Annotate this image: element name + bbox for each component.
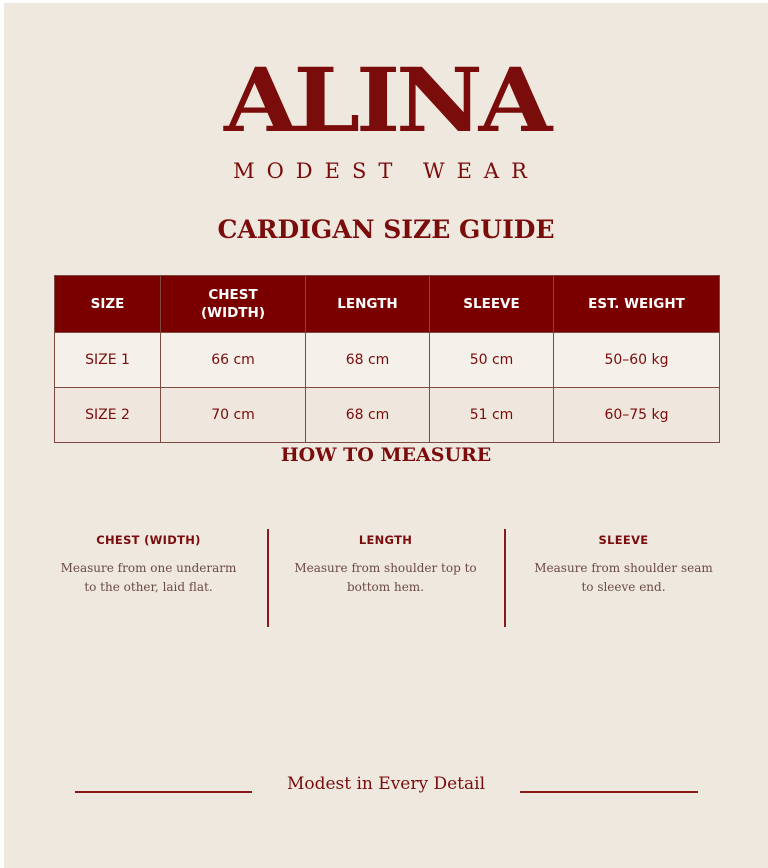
brand-tagline: MODEST WEAR (233, 159, 539, 183)
size-table (54, 275, 720, 443)
measure-item-chest (30, 529, 267, 627)
cell-chest: 66 cm (161, 333, 306, 388)
measure-heading: SLEEVE (598, 533, 649, 547)
cell-sleeve: 50 cm (430, 333, 554, 388)
cell-weight: 50–60 kg (554, 333, 720, 388)
how-to-measure-title: HOW TO MEASURE (280, 444, 492, 466)
header-sleeve: SLEEVE (430, 276, 554, 333)
footer-rule-right (520, 791, 698, 793)
table-header-row (55, 276, 720, 333)
cell-sleeve: 51 cm (430, 388, 554, 443)
cell-size: SIZE 2 (55, 388, 161, 443)
measure-item-sleeve (505, 529, 742, 627)
measure-columns (30, 529, 742, 627)
table-row (55, 333, 720, 388)
measure-heading: LENGTH (358, 533, 413, 547)
header-length: LENGTH (306, 276, 430, 333)
cell-length: 68 cm (306, 333, 430, 388)
brand-logo: ALINA (223, 48, 549, 152)
header-chest (161, 276, 306, 333)
cell-weight: 60–75 kg (554, 388, 720, 443)
measure-item-length (267, 529, 504, 627)
footer-slogan: Modest in Every Detail (286, 774, 486, 794)
header-weight: EST. WEIGHT (554, 276, 720, 333)
cell-length: 68 cm (306, 388, 430, 443)
measure-description: Measure from one underarm to the other, laid flat. (60, 561, 237, 594)
page-title: CARDIGAN SIZE GUIDE (217, 215, 555, 244)
measure-description: Measure from shoulder seam to sleeve end. (534, 561, 713, 594)
header-chest-label: CHEST (WIDTH) (201, 287, 265, 321)
measure-description: Measure from shoulder top to bottom hem. (294, 561, 477, 594)
header-size: SIZE (55, 276, 161, 333)
measure-heading: CHEST (WIDTH) (96, 533, 201, 547)
table-row (55, 388, 720, 443)
cell-size: SIZE 1 (55, 333, 161, 388)
size-guide-page (4, 3, 768, 868)
cell-chest: 70 cm (161, 388, 306, 443)
